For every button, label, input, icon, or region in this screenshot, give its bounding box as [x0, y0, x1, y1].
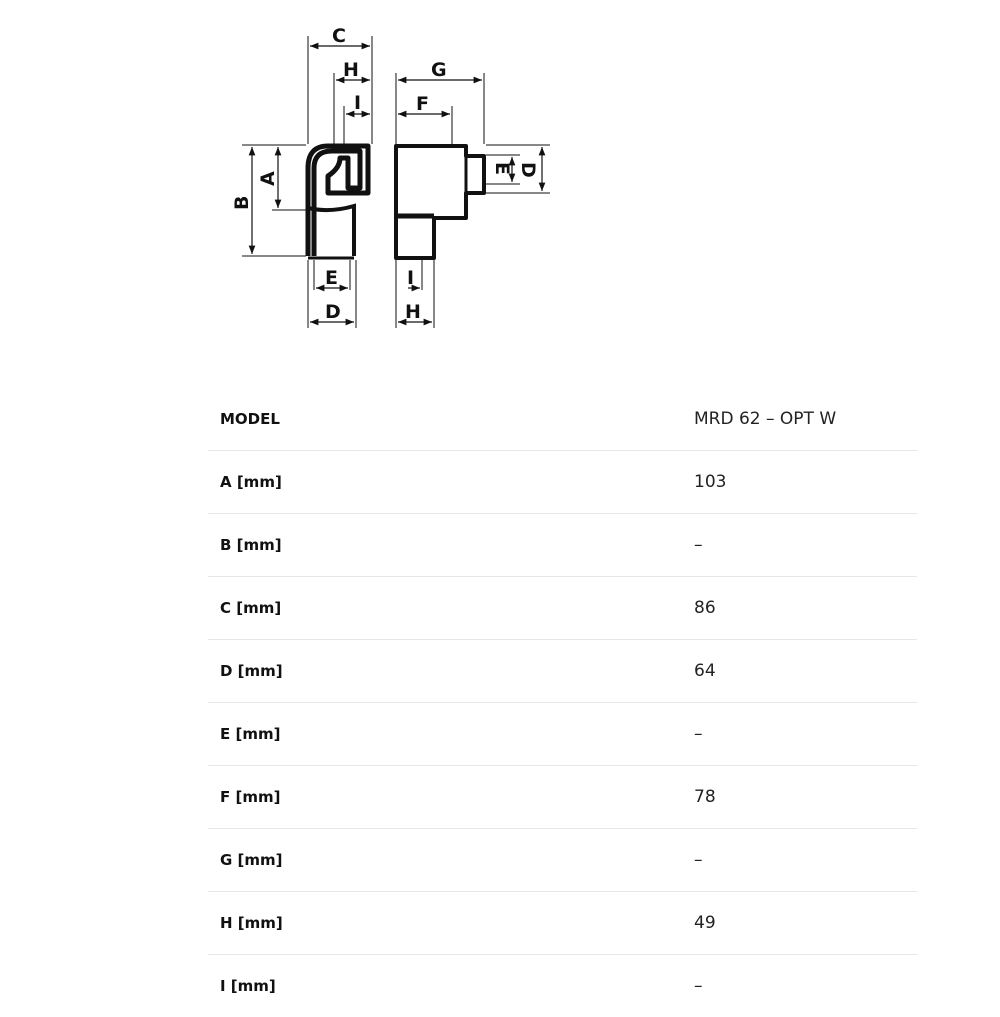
dim-label-h-top: H	[343, 59, 359, 81]
dim-label-e-right: E	[491, 162, 513, 175]
dim-label-i-top: I	[354, 92, 361, 114]
dim-label-d-right: D	[517, 162, 539, 178]
dim-label-e-bottom: E	[325, 267, 338, 289]
model-value: MRD 62 – OPT W	[694, 388, 917, 451]
row-label: H [mm]	[208, 892, 694, 955]
table-header-row	[208, 388, 917, 451]
table-row	[208, 892, 917, 955]
right-part-view	[396, 146, 484, 258]
row-value: 49	[694, 892, 917, 955]
row-value: –	[694, 703, 917, 766]
row-label: C [mm]	[208, 577, 694, 640]
model-label: MODEL	[208, 388, 694, 451]
table-row	[208, 514, 917, 577]
dimension-drawing	[220, 18, 560, 333]
table-row	[208, 577, 917, 640]
dimension-table	[208, 388, 917, 1017]
dim-label-h-bottom: H	[405, 301, 421, 323]
row-value: 103	[694, 451, 917, 514]
row-label: E [mm]	[208, 703, 694, 766]
row-value: 78	[694, 766, 917, 829]
row-label: F [mm]	[208, 766, 694, 829]
dim-label-g: G	[431, 59, 447, 81]
row-value: –	[694, 955, 917, 1017]
table-row	[208, 703, 917, 766]
dim-label-d-bottom: D	[325, 301, 341, 323]
table-row	[208, 829, 917, 892]
row-label: A [mm]	[208, 451, 694, 514]
dim-label-i-bottom: I	[407, 267, 414, 289]
table-row	[208, 766, 917, 829]
table-row	[208, 955, 917, 1017]
dim-label-f: F	[416, 93, 429, 115]
dim-label-a: A	[257, 171, 279, 186]
dim-label-b: B	[231, 196, 253, 210]
row-value: 86	[694, 577, 917, 640]
row-label: I [mm]	[208, 955, 694, 1017]
row-value: –	[694, 829, 917, 892]
row-label: B [mm]	[208, 514, 694, 577]
table-row	[208, 640, 917, 703]
dim-label-c: C	[332, 25, 346, 47]
left-part-view	[308, 146, 368, 258]
table-row	[208, 451, 917, 514]
row-label: G [mm]	[208, 829, 694, 892]
row-value: –	[694, 514, 917, 577]
row-value: 64	[694, 640, 917, 703]
row-label: D [mm]	[208, 640, 694, 703]
